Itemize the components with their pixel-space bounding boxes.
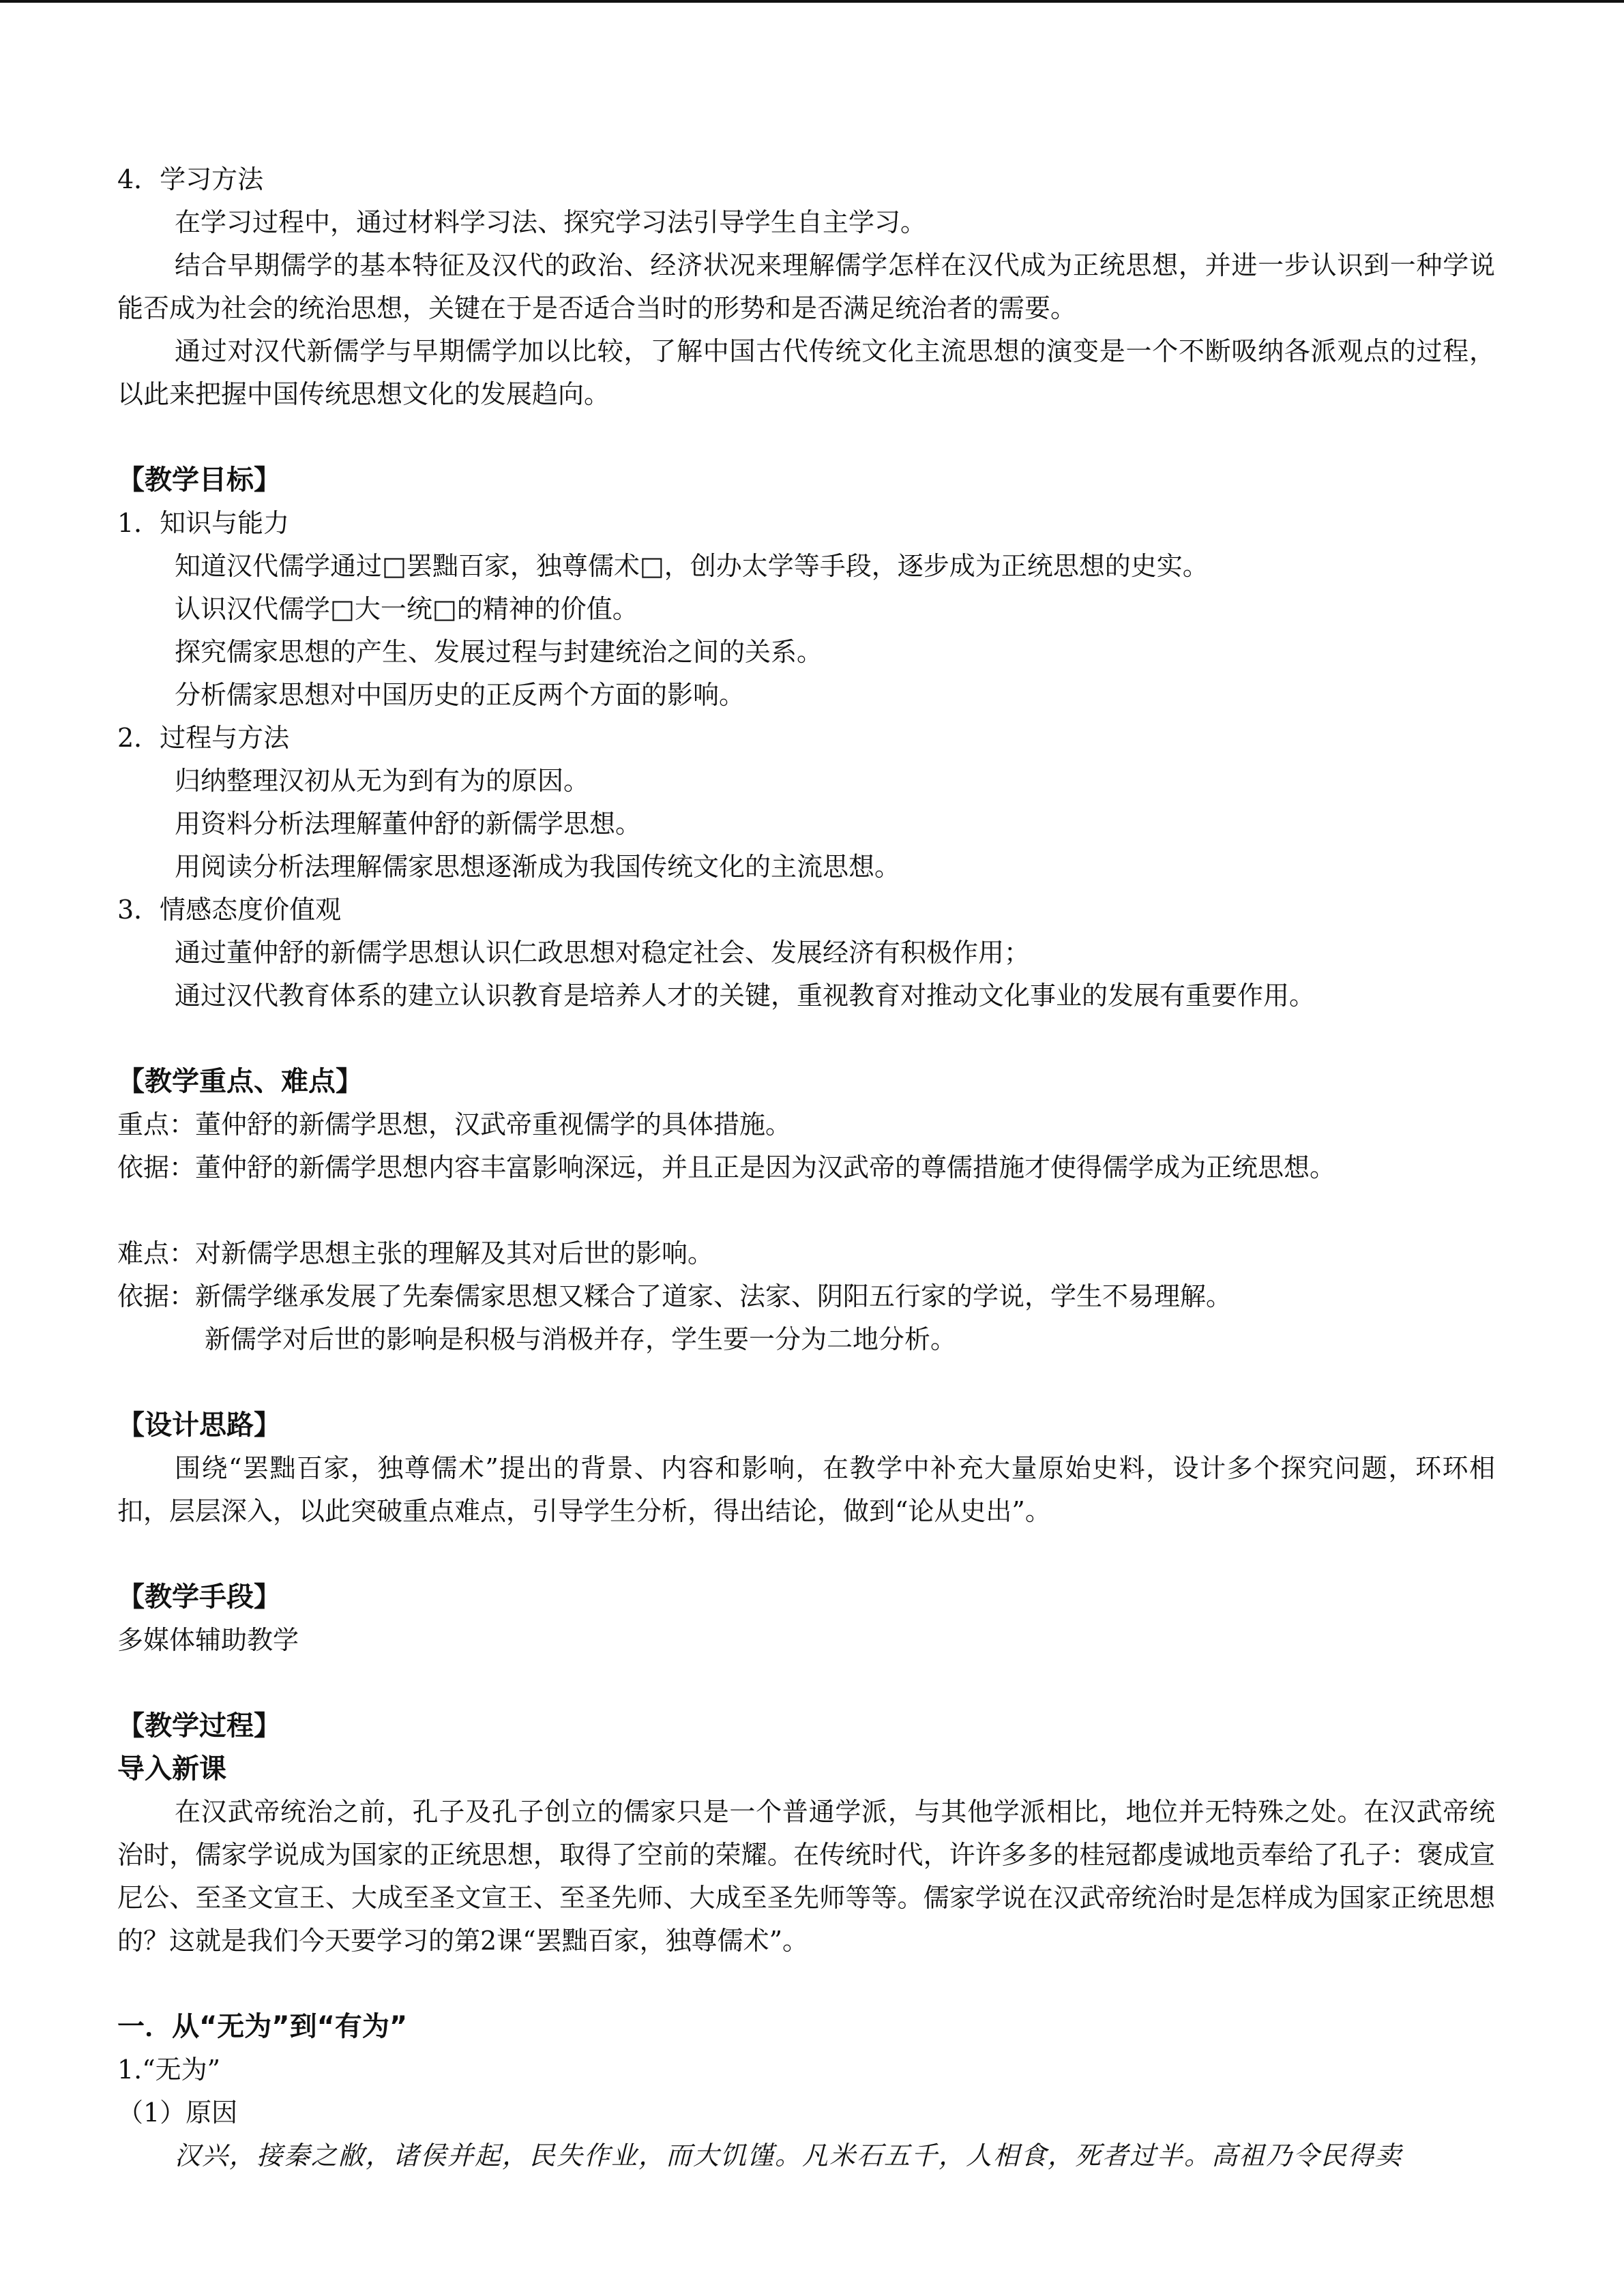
objective-item: 通过汉代教育体系的建立认识教育是培养人才的关键，重视教育对推动文化事业的发展有重要作用。 [175, 981, 1316, 1011]
objective-item: 认识汉代儒学□大一统□的精神的价值。 [175, 594, 638, 624]
focus-basis-text: 依据：董仲舒的新儒学思想内容丰富影响深远，并且正是因为汉武帝的尊儒措施才使得儒学成为正统思想。 [117, 1152, 1336, 1182]
key-points-heading: 【教学重点、难点】 [117, 1066, 363, 1097]
objective-item: 探究儒家思想的产生、发展过程与封建统治之间的关系。 [175, 637, 823, 667]
intro-heading: 导入新课 [117, 1753, 226, 1785]
objectives-sub-2: 2．过程与方法 [117, 723, 290, 753]
learning-method-para-2: 结合早期儒学的基本特征及汉代的政治、经济状况来理解儒学怎样在汉代成为正统思想，并进一步认识到一种学说能否成为社会的统治思想，关键在于是否适合当时的形势和是否满足统治者的需要。 [117, 250, 1495, 323]
page-top-border [0, 0, 1624, 3]
objectives-heading: 【教学目标】 [117, 464, 281, 496]
means-heading: 【教学手段】 [117, 1581, 281, 1613]
design-para: 围绕“罢黜百家，独尊儒术”提出的背景、内容和影响，在教学中补充大量原始史料，设计多个探究问题，环环相扣，层层深入，以此突破重点难点，引导学生分析，得出结论，做到“论从史出”。 [117, 1453, 1495, 1526]
section-1-item: （1）原因 [117, 2098, 238, 2128]
difficulty-basis-text: 依据：新儒学继承发展了先秦儒家思想又糅合了道家、法家、阴阳五行家的学说，学生不易理解。 [117, 1281, 1232, 1311]
means-text: 多媒体辅助教学 [117, 1625, 299, 1655]
learning-method-title: 4．学习方法 [117, 164, 264, 194]
objective-item: 通过董仲舒的新儒学思想认识仁政思想对稳定社会、发展经济有积极作用； [175, 938, 1031, 968]
learning-method-para-3: 通过对汉代新儒学与早期儒学加以比较，了解中国古代传统文化主流思想的演变是一个不断吸纳各派观点的过程，以此来把握中国传统思想文化的发展趋向。 [117, 336, 1495, 409]
section-1-sub: 1.“无为” [117, 2055, 221, 2085]
objective-item: 归纳整理汉初从无为到有为的原因。 [175, 766, 590, 796]
objectives-sub-1: 1．知识与能力 [117, 508, 290, 538]
objective-item: 用资料分析法理解董仲舒的新儒学思想。 [175, 809, 642, 839]
objective-item: 分析儒家思想对中国历史的正反两个方面的影响。 [175, 680, 745, 710]
objective-item: 用阅读分析法理解儒家思想逐渐成为我国传统文化的主流思想。 [175, 852, 901, 882]
objective-item: 知道汉代儒学通过□罢黜百家，独尊儒术□，创办太学等手段，逐步成为正统思想的史实。 [175, 551, 1209, 581]
focus-text: 重点：董仲舒的新儒学思想，汉武帝重视儒学的具体措施。 [117, 1109, 792, 1139]
learning-method-para-1: 在学习过程中，通过材料学习法、探究学习法引导学生自主学习。 [175, 207, 927, 237]
section-1-heading: 一．从“无为”到“有为” [117, 2011, 408, 2042]
process-heading: 【教学过程】 [117, 1710, 281, 1742]
section-1-quote: 汉兴，接秦之敝，诸侯并起，民失作业，而大饥馑。凡米石五千，人相食，死者过半。高祖乃令民得卖 [175, 2141, 1403, 2171]
difficulty-text: 难点：对新儒学思想主张的理解及其对后世的影响。 [117, 1238, 714, 1268]
difficulty-basis-text-2: 新儒学对后世的影响是积极与消极并存，学生要一分为二地分析。 [205, 1324, 957, 1354]
objectives-sub-3: 3．情感态度价值观 [117, 895, 342, 925]
intro-para: 在汉武帝统治之前，孔子及孔子创立的儒家只是一个普通学派，与其他学派相比，地位并无特殊之处。在汉武帝统治时，儒家学说成为国家的正统思想，取得了空前的荣耀。在传统时代，许许多多的桂冠都虔诚地贡奉给了孔子：褒成宣尼公、至圣文宣王、大成至圣文宣王、至圣先师、大成至圣先师等等。儒家学说在汉武帝统治时是怎样成为国家正统思想的？这就是我们今天要学习的第2课“罢黜百家，独尊儒术”。 [117, 1797, 1495, 1956]
design-heading: 【设计思路】 [117, 1410, 281, 1441]
document-page [117, 158, 1495, 2177]
